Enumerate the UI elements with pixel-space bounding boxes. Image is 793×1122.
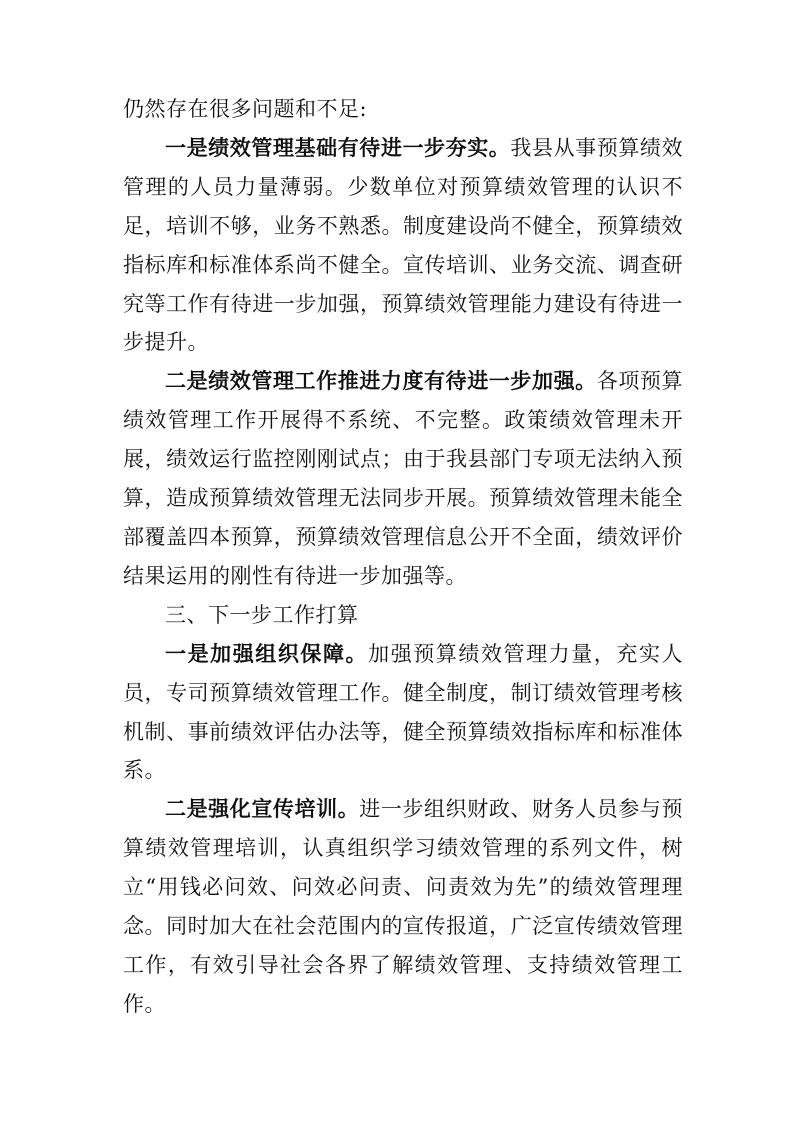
document-body xyxy=(123,90,683,1024)
paragraph-text: 加强预算绩效管理力量，充实人员，专司预算绩效管理工作。健全制度，制订绩效管理考核机制、事前绩效评估办法等，健全预算绩效指标库和标准体系。 xyxy=(123,641,684,783)
paragraph-continuation xyxy=(123,90,683,129)
paragraph-text: 仍然存在很多问题和不足: xyxy=(123,97,368,121)
paragraph-lead: 一是绩效管理基础有待进一步夯实。 xyxy=(165,134,511,160)
paragraph-problem-2 xyxy=(123,362,683,595)
paragraph-text: 我县从事预算绩效管理的人员力量薄弱。少数单位对预算绩效管理的认识不足，培训不够，业务不熟悉。制度建设尚不健全，预算绩效指标库和标准体系尚不健全。宣传培训、业务交流、调查研究等工作有待进一步加强，预算绩效管理能力建设有待进一步提升。 xyxy=(123,135,683,355)
paragraph-plan-2 xyxy=(123,790,683,1023)
paragraph-text: 进一步组织财政、财务人员参与预算绩效管理培训，认真组织学习绩效管理的系列文件，树立“用钱必问效、问效必问责、问责效为先”的绩效管理理念。同时加大在社会范围内的宣传报道，广泛宣传绩效管理工作，有效引导社会各界了解绩效管理、支持绩效管理工作。 xyxy=(123,797,684,1016)
paragraph-lead: 一是加强组织保障。 xyxy=(165,640,369,666)
paragraph-lead: 二是强化宣传培训。 xyxy=(165,796,360,822)
paragraph-plan-1 xyxy=(123,635,683,791)
paragraph-lead: 二是绩效管理工作推进力度有待进一步加强。 xyxy=(165,368,597,394)
section-heading: 三、下一步工作打算 xyxy=(165,602,359,627)
paragraph-problem-1 xyxy=(123,129,683,362)
paragraph-text: 各项预算绩效管理工作开展得不系统、不完整。政策绩效管理未开展，绩效运行监控刚刚试点；由于我县部门专项无法纳入预算，造成预算绩效管理无法同步开展。预算绩效管理未能全部覆盖四本预算，预算绩效管理信息公开不全面，绩效评价结果运用的刚性有待进一步加强等。 xyxy=(123,369,684,588)
